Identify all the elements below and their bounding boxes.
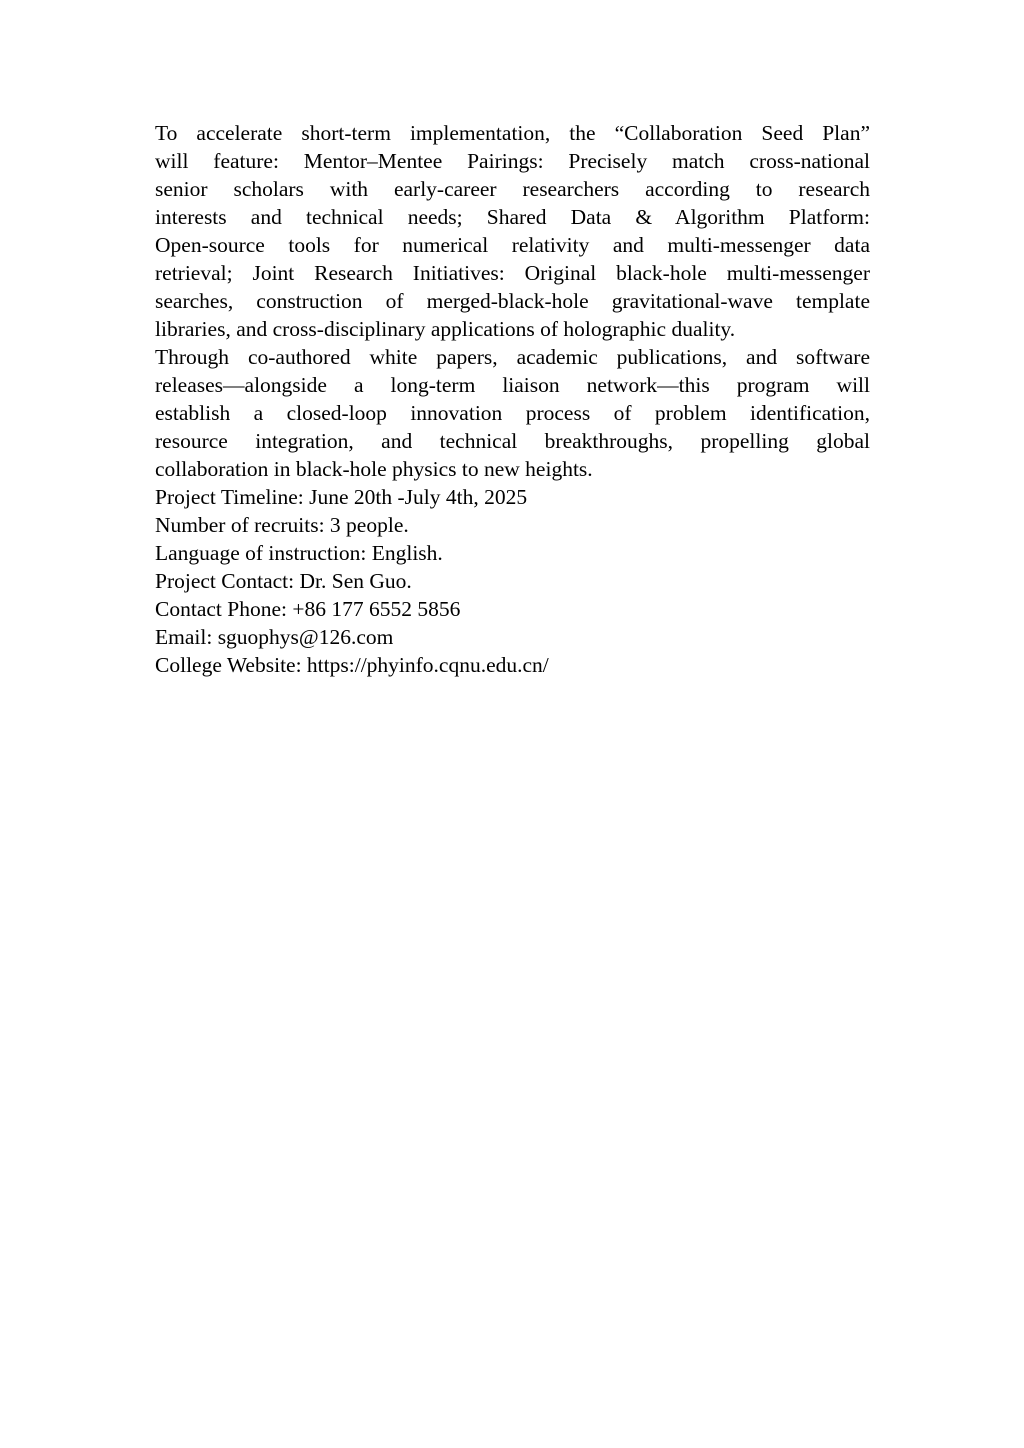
detail-line: Email: sguophys@126.com [155,625,394,649]
text-line: interests and technical needs; Shared Data & Algorithm Platform: [155,205,870,229]
detail-line: Project Contact: Dr. Sen Guo. [155,569,412,593]
detail-line: Project Timeline: June 20th -July 4th, 2025 [155,485,528,509]
text-line: releases—alongside a long-term liaison network—this program will [155,373,870,397]
text-line: retrieval; Joint Research Initiatives: Original black-hole multi-messenger [155,261,870,285]
detail-line: Number of recruits: 3 people. [155,513,409,537]
detail-line: College Website: https://phyinfo.cqnu.edu.cn/ [155,653,549,677]
body-paragraphs [155,119,870,483]
text-line: senior scholars with early-career researchers according to research [155,177,870,201]
text-line: collaboration in black-hole physics to new heights. [155,457,593,481]
text-block [155,119,870,679]
paragraph-seed-plan [155,119,870,343]
paragraph-program-outcomes [155,343,870,483]
text-line: libraries, and cross-disciplinary applications of holographic duality. [155,317,736,341]
text-line: will feature: Mentor–Mentee Pairings: Precisely match cross-national [155,149,870,173]
project-details [155,483,870,679]
detail-line: Language of instruction: English. [155,541,443,565]
text-line: To accelerate short-term implementation, the “Collaboration Seed Plan” [155,121,870,145]
text-line: Through co-authored white papers, academic publications, and software [155,345,870,369]
detail-line: Contact Phone: +86 177 6552 5856 [155,597,461,621]
text-line: searches, construction of merged-black-hole gravitational-wave template [155,289,870,313]
text-line: Open-source tools for numerical relativity and multi-messenger data [155,233,870,257]
text-line: establish a closed-loop innovation process of problem identification, [155,401,870,425]
text-line: resource integration, and technical breakthroughs, propelling global [155,429,870,453]
